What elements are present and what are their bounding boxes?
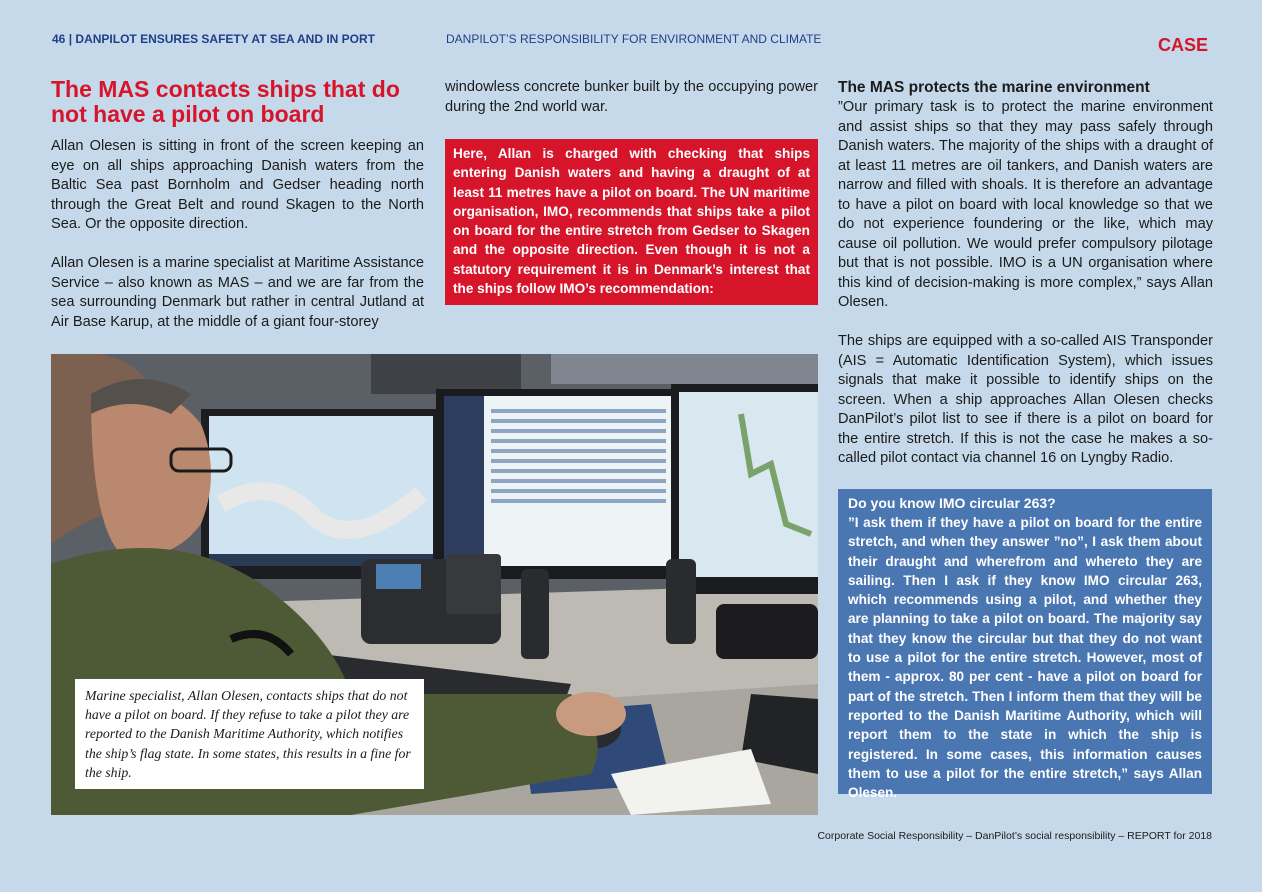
highlight-text: Here, Allan is charged with checking that ships entering Danish waters and having a draught of at least 11 metres have a pilot on board. The UN maritime organisation, IMO, recommends that ships take a pilot on board for the entire stretch from Gedser to Skagen and the opposite direction. Even though it is not a statutory requirement it is in Denmark’s interest that the ships follow IMO’s recommendation: — [453, 146, 810, 297]
section-title: DANPILOT ENSURES SAFETY AT SEA AND IN PORT — [75, 32, 375, 46]
header-section — [52, 32, 375, 46]
highlight-box — [445, 139, 818, 305]
column-1 — [51, 77, 424, 332]
monitor-chart-screen — [679, 392, 818, 577]
column-2 — [445, 78, 818, 117]
paragraph-2-continued: windowless concrete bunker built by the occupying power during the 2nd world war. — [445, 79, 818, 115]
paragraph-2: Allan Olesen is a marine specialist at Maritime Assistance Service – also known as MAS – and we are far from the sea surrounding Denmark but rather in central Jutland at Air Base Karup, at the middle of a giant four-storey — [51, 255, 424, 330]
info-box-title: Do you know IMO circular 263? — [848, 495, 1056, 511]
paragraph-4: The ships are equipped with a so-called AIS Transponder (AIS = Automatic Identification System), which issues signals that make it possible to identify ships on the screen. When a ship approaches Allan Olesen checks DanPilot’s pilot list to see if there is a pilot on board for the entire stretch. If this is not the case he makes a so-called pilot contact via channel 16 on Lyngby Radio. — [838, 333, 1213, 466]
header-separator: | — [68, 32, 73, 46]
info-box-text: ”I ask them if they have a pilot on board for the entire stretch, and when they answer ”no”, I ask them about their draught and wherefrom and whereto they are sailing. Then I ask if they know IMO circular 263, which recommends using a pilot, and whether they are planning to take a pilot on board. The majority say that they know the circular but that they do not want to use a pilot for the entire stretch. However, most of them - approx. 80 per cent - have a pilot on board for part of the stretch. Then I inform them that they will be reported to the Danish Maritime Authority, which will report them to the state in which the ship is registered. In some cases, this information causes them to use a pilot for the entire stretch,” says Allan Olesen. — [848, 515, 1202, 801]
photo-caption: Marine specialist, Allan Olesen, contacts ships that do not have a pilot on board. If they refuse to take a pilot they are reported to the Danish Maritime Authority, which notifies the ship’s flag state. In some states, this results in a fine for the ship. — [75, 679, 424, 789]
info-box — [838, 489, 1212, 801]
case-label: CASE — [1158, 35, 1209, 55]
subheading: The MAS protects the marine environment — [838, 79, 1150, 96]
page-number: 46 — [52, 32, 66, 46]
paragraph-3: ”Our primary task is to protect the marine environment and assist ships so that they may pass safely through Danish waters. The majority of the ships with a draught of at least 11 metres are oil tankers, and Danish waters are narrow and filled with shoals. It is therefore an advantage to have a pilot on board with local knowledge so that we do not experience foundering or the like, which may cause oil pollution. We would prefer compulsory pilotage but that is not possible. IMO is a UN organisation where this kind of decision-making is more complex,” says Allan Olesen. — [838, 99, 1213, 310]
page-footer: Corporate Social Responsibility – DanPilot’s social responsibility – REPORT for 2018 — [817, 830, 1212, 842]
column-3 — [838, 78, 1213, 469]
article-title: The MAS contacts ships that do not have a pilot on board — [51, 76, 400, 127]
paragraph-1: Allan Olesen is sitting in front of the screen keeping an eye on all ships approaching Danish waters from the Baltic Sea past Bornholm and Gedser heading north through the Great Belt and round Skagen to the North Sea. Or the opposite direction. — [51, 138, 424, 232]
chapter-title: DANPILOT’S RESPONSIBILITY FOR ENVIRONMENT AND CLIMATE — [446, 32, 822, 46]
